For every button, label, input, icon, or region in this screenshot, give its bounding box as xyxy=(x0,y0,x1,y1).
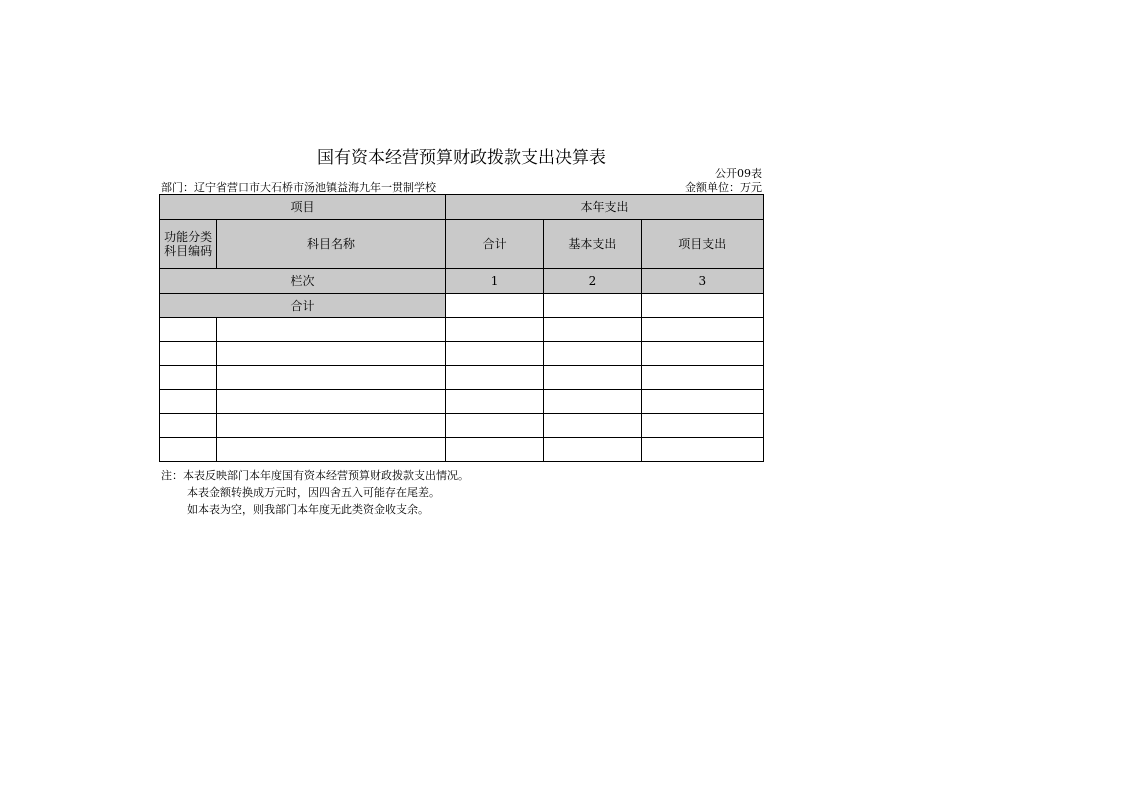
table-subheader-row xyxy=(160,220,764,269)
basic-cell xyxy=(544,438,641,462)
code-cell xyxy=(160,414,217,438)
code-cell xyxy=(160,438,217,462)
notes-section xyxy=(161,467,469,518)
department-label: 部门：辽宁省营口市大石桥市汤池镇益海九年一贯制学校 xyxy=(161,181,436,194)
total-cell xyxy=(445,390,543,414)
table-row xyxy=(160,318,764,342)
sequence-3: 3 xyxy=(641,269,763,294)
code-cell xyxy=(160,318,217,342)
note-line-3: 如本表为空，则我部门本年度无此类资金收支余。 xyxy=(187,503,429,516)
total-label: 合计 xyxy=(160,294,446,318)
sequence-2: 2 xyxy=(544,269,641,294)
name-cell xyxy=(217,366,446,390)
total-project-cell xyxy=(641,294,763,318)
total-cell xyxy=(445,414,543,438)
project-cell xyxy=(641,390,763,414)
basic-cell xyxy=(544,414,641,438)
basic-cell xyxy=(544,366,641,390)
header-project-expenditure: 项目支出 xyxy=(641,220,763,269)
total-cell xyxy=(445,318,543,342)
name-cell xyxy=(217,438,446,462)
total-row xyxy=(160,294,764,318)
header-function-code-line1: 功能分类 xyxy=(164,230,213,244)
header-basic-expenditure: 基本支出 xyxy=(544,220,641,269)
total-amount-cell xyxy=(445,294,543,318)
project-cell xyxy=(641,366,763,390)
project-cell xyxy=(641,342,763,366)
total-cell xyxy=(445,438,543,462)
header-current-year-group: 本年支出 xyxy=(445,195,763,220)
basic-cell xyxy=(544,342,641,366)
note-line-2: 本表金额转换成万元时，因四舍五入可能存在尾差。 xyxy=(187,486,440,499)
page-title: 国有资本经营预算财政拨款支出决算表 xyxy=(317,148,606,168)
table-row xyxy=(160,438,764,462)
name-cell xyxy=(217,390,446,414)
sequence-row xyxy=(160,269,764,294)
table-header-row xyxy=(160,195,764,220)
total-basic-cell xyxy=(544,294,641,318)
table-row xyxy=(160,342,764,366)
header-item-group: 项目 xyxy=(160,195,446,220)
project-cell xyxy=(641,414,763,438)
total-cell xyxy=(445,342,543,366)
sequence-1: 1 xyxy=(445,269,543,294)
name-cell xyxy=(217,318,446,342)
expenditure-table xyxy=(159,194,764,462)
total-cell xyxy=(445,366,543,390)
code-cell xyxy=(160,366,217,390)
basic-cell xyxy=(544,318,641,342)
basic-cell xyxy=(544,390,641,414)
form-number: 公开09表 xyxy=(715,167,762,180)
header-total: 合计 xyxy=(445,220,543,269)
table-row xyxy=(160,366,764,390)
table-row xyxy=(160,390,764,414)
project-cell xyxy=(641,318,763,342)
header-function-code-line2: 科目编码 xyxy=(164,244,213,258)
sequence-label: 栏次 xyxy=(160,269,446,294)
code-cell xyxy=(160,390,217,414)
header-subject-name: 科目名称 xyxy=(217,220,446,269)
note-line-1: 注：本表反映部门本年度国有资本经营预算财政拨款支出情况。 xyxy=(161,469,469,482)
header-function-code xyxy=(160,220,217,269)
code-cell xyxy=(160,342,217,366)
name-cell xyxy=(217,342,446,366)
amount-unit-label: 金额单位：万元 xyxy=(685,181,762,194)
name-cell xyxy=(217,414,446,438)
table-row xyxy=(160,414,764,438)
project-cell xyxy=(641,438,763,462)
